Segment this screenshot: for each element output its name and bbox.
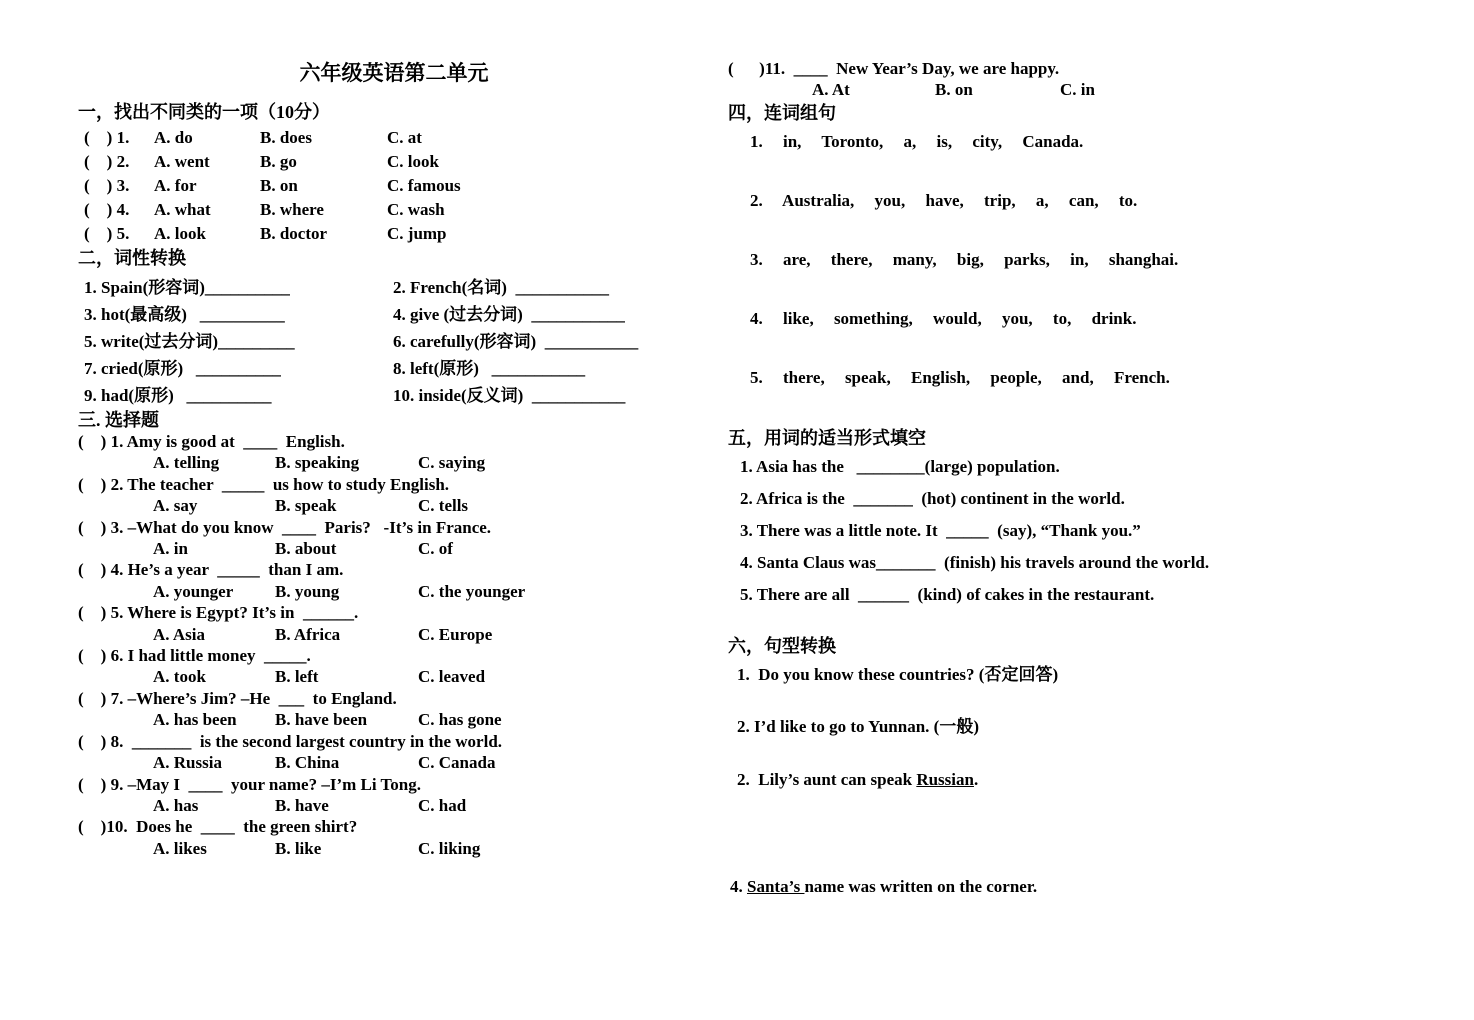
- answer-parens: ( ) 3.: [84, 176, 130, 195]
- option-c: C. in: [1060, 80, 1095, 100]
- option-b: B. young: [275, 581, 340, 601]
- option-c: C. famous: [387, 176, 461, 195]
- mc-question: [78, 559, 710, 602]
- word-form-row: [78, 328, 710, 355]
- question-text: ( ) 6. I had little money _____.: [78, 646, 311, 666]
- question-text: ( ) 1. Amy is good at ____ English.: [78, 432, 345, 451]
- option-a: A. what: [154, 200, 211, 219]
- section4-heading: 四，连词组句: [728, 102, 836, 123]
- option-b: B. go: [260, 152, 297, 171]
- option-a: A. do: [154, 128, 193, 147]
- sentence-building-item: 5. there, speak, English, people, and, French.: [750, 367, 1170, 387]
- sentence-building-item: 2. Australia, you, have, trip, a, can, to.: [750, 190, 1138, 210]
- option-c: C. look: [387, 152, 439, 171]
- answer-parens: ( ) 2.: [84, 152, 130, 171]
- mc-question: [78, 431, 710, 474]
- fill-blank-item: 3. There was a little note. It _____ (say), “Thank you.”: [740, 520, 1141, 540]
- section2-word-forms: [78, 274, 710, 409]
- mc-question: [78, 517, 710, 560]
- question-text: ( )10. Does he ____ the green shirt?: [78, 817, 358, 837]
- option-b: B. have: [275, 795, 329, 815]
- option-b: B. does: [260, 128, 312, 147]
- option-c: C. wash: [387, 200, 445, 219]
- option-c: C. Europe: [418, 624, 493, 644]
- page-title: 六年级英语第二单元: [299, 61, 489, 85]
- right-column: [728, 58, 1444, 898]
- option-b: B. where: [260, 200, 324, 219]
- options-row: [78, 581, 710, 602]
- section3-multiple-choice: [78, 431, 710, 859]
- odd-one-out-row: [78, 174, 710, 198]
- question-text: ( ) 5. Where is Egypt? It’s in ______.: [78, 603, 359, 623]
- section1-heading: 一，找出不同类的一项（10分）: [78, 102, 330, 122]
- word-form-item: 4. give (过去分词) ___________: [393, 305, 625, 324]
- fill-blank-item: 1. Asia has the ________(large) population.: [740, 456, 1060, 476]
- mc-question: [78, 602, 710, 645]
- option-a: A. has been: [153, 710, 237, 730]
- option-c: C. liking: [418, 838, 481, 858]
- left-column: [78, 60, 710, 859]
- word-form-row: [78, 355, 710, 382]
- word-form-item: 7. cried(原形) __________: [84, 359, 281, 378]
- option-c: C. the younger: [418, 581, 526, 601]
- sentence-building-item: 4. like, something, would, you, to, drink.: [750, 308, 1137, 328]
- mc-question: [78, 816, 710, 859]
- transform-item: [728, 769, 1444, 791]
- options-row: [728, 79, 1444, 100]
- transform-item: [728, 664, 1444, 686]
- section6-heading: 六，句型转换: [728, 635, 836, 656]
- option-a: A. Russia: [153, 753, 222, 773]
- question-text: ( ) 4. He’s a year _____ than I am.: [78, 560, 344, 580]
- options-row: [78, 666, 710, 687]
- option-a: A. went: [154, 152, 210, 171]
- options-row: [78, 752, 710, 773]
- option-c: C. jump: [387, 224, 447, 243]
- word-form-item: 5. write(过去分词)_________: [84, 332, 295, 351]
- option-c: C. Canada: [418, 753, 496, 773]
- option-a: A. took: [153, 667, 206, 687]
- option-a: A. in: [153, 539, 188, 559]
- mc-question: [78, 774, 710, 817]
- options-row: [78, 795, 710, 816]
- options-row: [78, 709, 710, 730]
- section6-sentence-transform: [728, 664, 1444, 898]
- transform-item: [728, 876, 1444, 898]
- option-a: A. for: [154, 176, 197, 195]
- option-b: B. China: [275, 753, 340, 773]
- option-b: B. speaking: [275, 453, 360, 473]
- options-row: [78, 495, 710, 516]
- mc-question: [78, 474, 710, 517]
- option-b: B. on: [260, 176, 298, 195]
- section5-heading: 五，用词的适当形式填空: [728, 427, 926, 448]
- fill-blank-item: 5. There are all ______ (kind) of cakes in the restaurant.: [740, 584, 1155, 604]
- sentence-text: .: [973, 769, 979, 789]
- question-text: ( ) 7. –Where’s Jim? –He ___ to England.: [78, 688, 397, 708]
- option-b: B. speak: [275, 496, 337, 516]
- option-a: A. say: [153, 496, 198, 516]
- sentence-text: 2. Lily’s aunt can speak: [737, 769, 917, 789]
- question-text: ( ) 2. The teacher _____ us how to study English.: [78, 474, 450, 494]
- underlined-word: Russian: [916, 769, 974, 789]
- section5-fill-in-blanks: [728, 456, 1444, 606]
- mc-question-11: [728, 58, 1444, 101]
- mc-question: [78, 731, 710, 774]
- options-row: [78, 452, 710, 473]
- answer-parens: ( ) 4.: [84, 200, 130, 219]
- option-c: C. at: [387, 128, 422, 147]
- option-c: C. had: [418, 795, 467, 815]
- options-row: [78, 838, 710, 859]
- option-b: B. like: [275, 838, 322, 858]
- word-form-item: 6. carefully(形容词) ___________: [393, 332, 639, 351]
- answer-parens: ( ) 1.: [84, 128, 130, 147]
- sentence-text: name was written on the corner.: [804, 876, 1038, 896]
- options-row: [78, 624, 710, 645]
- section4-sentence-building: [728, 131, 1444, 389]
- odd-one-out-row: [78, 126, 710, 150]
- option-b: B. doctor: [260, 224, 328, 243]
- word-form-row: [78, 301, 710, 328]
- underlined-word: Santa’s: [747, 876, 805, 896]
- transform-item: [728, 716, 1444, 738]
- sentence-text: 2. I’d like to go to Yunnan. (一般): [737, 716, 979, 736]
- sentence-building-item: 3. are, there, many, big, parks, in, shanghai.: [750, 249, 1179, 269]
- odd-one-out-row: [78, 198, 710, 222]
- word-form-item: 3. hot(最高级) __________: [84, 305, 285, 324]
- option-c: C. has gone: [418, 710, 502, 730]
- question-text: ( ) 8. _______ is the second largest country in the world.: [78, 731, 503, 751]
- section1-odd-one-out: [78, 126, 710, 246]
- section2-heading: 二，词性转换: [78, 248, 186, 268]
- question-text: ( ) 3. –What do you know ____ Paris? -It’s in France.: [78, 517, 492, 537]
- word-form-item: 2. French(名词) ___________: [393, 278, 609, 297]
- option-a: A. telling: [153, 453, 220, 473]
- word-form-row: [78, 274, 710, 301]
- option-b: B. Africa: [275, 624, 341, 644]
- section3-heading: 三. 选择题: [78, 410, 159, 430]
- question-text: ( )11. ____ New Year’s Day, we are happy.: [728, 59, 1060, 78]
- option-a: A. has: [153, 795, 199, 815]
- mc-question: [78, 645, 710, 688]
- option-a: A. younger: [153, 581, 234, 601]
- option-a: A. Asia: [153, 624, 205, 644]
- sentence-text: 4.: [730, 876, 747, 896]
- option-c: C. leaved: [418, 667, 486, 687]
- fill-blank-item: 2. Africa is the _______ (hot) continent in the world.: [740, 488, 1125, 508]
- word-form-item: 1. Spain(形容词)__________: [84, 278, 290, 297]
- question-text: ( ) 9. –May I ____ your name? –I’m Li Tong.: [78, 774, 422, 794]
- option-a: A. likes: [153, 838, 207, 858]
- option-c: C. saying: [418, 453, 486, 473]
- option-b: B. on: [935, 80, 973, 100]
- word-form-item: 9. had(原形) __________: [84, 386, 272, 405]
- mc-question: [78, 688, 710, 731]
- word-form-item: 10. inside(反义词) ___________: [393, 386, 626, 405]
- odd-one-out-row: [78, 222, 710, 246]
- word-form-row: [78, 382, 710, 409]
- option-b: B. left: [275, 667, 319, 687]
- option-c: C. of: [418, 539, 453, 559]
- option-b: B. have been: [275, 710, 368, 730]
- sentence-text: 1. Do you know these countries? (否定回答): [737, 664, 1059, 684]
- sentence-building-item: 1. in, Toronto, a, is, city, Canada.: [750, 131, 1084, 151]
- option-b: B. about: [275, 539, 337, 559]
- fill-blank-item: 4. Santa Claus was_______ (finish) his travels around the world.: [740, 552, 1210, 572]
- answer-parens: ( ) 5.: [84, 224, 130, 243]
- odd-one-out-row: [78, 150, 710, 174]
- option-a: A. At: [812, 80, 850, 100]
- option-c: C. tells: [418, 496, 469, 516]
- option-a: A. look: [154, 224, 206, 243]
- options-row: [78, 538, 710, 559]
- word-form-item: 8. left(原形) ___________: [393, 359, 586, 378]
